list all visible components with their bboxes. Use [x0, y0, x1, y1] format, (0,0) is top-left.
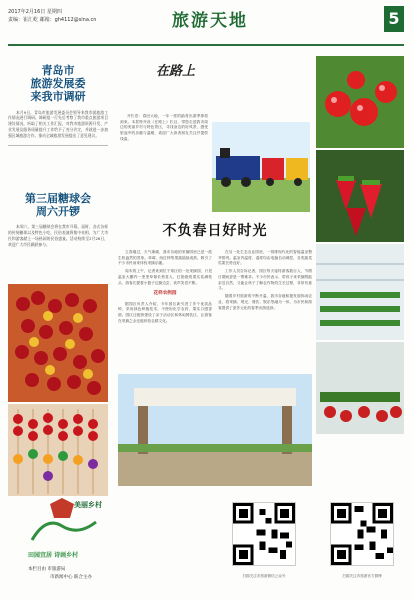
- article-tourism-committee: 本月9日，青岛市旅游发展委员会领导来我市就旅游工作情况进行调研。调研组一行先后考察了我市重点旅游项目建设情况，听取了相关工作汇报，对我市旅游资源开发、产业发展及服务质量提升工作给予了充分肯定，并就进一步加强区域旅游合作、推动全域旅游发展提出了意见建议。: [8, 109, 108, 139]
- footer-sponsor-1: 本栏目由 市旅游局: [28, 567, 66, 572]
- issue-date: 2017年2月16日 星期四: [8, 9, 62, 15]
- footer-slogan: 田园宜居 诗画乡村: [28, 552, 79, 559]
- divider: [8, 145, 108, 146]
- footer: [8, 494, 404, 594]
- photo-candied-haws-1: [8, 284, 108, 402]
- subhead-farm: 花样农例园: [153, 291, 177, 297]
- main-article-col2: 在另一处生态农业园里，一排排现代化的智能温室整齐排列。温室内温度、湿度均由电脑自动调控，各类蔬菜瓜果长势良好。 工作人员告诉记者，园区每天接待游客数百人，节假日期间更是一票难求。不少市民表示，带孩子来采摘既能亲近自然，又能让孩子了解农作物的生长过程，非常有意义。 随着乡村旅游的不断升温，我市各地积极发展休闲农业，将采摘、观光、餐饮、娱乐等融为一体，为市民和游客提供了更多元化的春季出游选择。: [218, 250, 312, 310]
- photo-candied-haws-2: [8, 404, 108, 496]
- qr-caption-weibo: 扫描关注市旅游官方微博: [342, 574, 382, 578]
- photo-tomatoes: [316, 56, 404, 148]
- qr-code-weibo[interactable]: [330, 502, 394, 566]
- masthead: [8, 6, 404, 46]
- headline-tourism-committee: 青岛市 旅游发展委 来我市调研: [30, 64, 86, 104]
- page-number: 5: [384, 6, 404, 32]
- main-article-col1: 立春刚过，天气渐暖，我市各地的采摘园里已是一派生机盎然的景象。草莓、西红柿等果蔬陆续成熟，吸引了不少市民前来体验采摘乐趣。 周末的上午，记者来到位于郊区的一处采摘园，只见温室大棚内一垄垄草莓长势喜人，红艳艳的果实挂满枝头，游客们提着小篮子边摘边尝，欢声笑语不断。 花样农例园 据园区负责人介绍，今年园区新引进了多个优质品种，采用绿色种植技术，不使用化学农药，果实口感香甜。园区还配套建设了亲子活动区和休闲餐饮区，让游客在采摘之余还能体验农耕文化。: [118, 250, 212, 323]
- photo-farm-gate: [118, 374, 312, 486]
- headline-candy-festival: 第三届糖球会 周六开锣: [25, 191, 91, 219]
- photo-greenhouse: [316, 244, 404, 340]
- column-intro: 开栏语：春回大地，一年一度的踏青出游季即将到来。本报特开设《在路上》栏目，带您走进我市周边的美丽乡村与特色景区，寻找身边的好风景，感受旅途中的乐趣与温暖，欢迎广大读者朋友关注并提供线索。: [120, 114, 208, 141]
- editor-line: 责编：崔汇屹 邮箱：gh4112@sina.cn: [8, 17, 97, 23]
- section-title: 旅游天地: [172, 11, 248, 31]
- feature-on-the-road: [116, 56, 312, 218]
- photo-strawberries: [316, 150, 404, 242]
- footer-sponsor-2: 市新闻中心 联合主办: [50, 575, 92, 580]
- photo-vegetable-greenhouse: [316, 342, 404, 434]
- column-logo-title: 在路上: [156, 64, 196, 79]
- qr-code-wechat[interactable]: [232, 502, 296, 566]
- photo-tourist-train: [212, 122, 310, 212]
- main-headline: 不负春日好时光: [162, 223, 268, 239]
- footer-logo-text: 美丽乡村: [74, 500, 102, 509]
- article-candy-festival: 本周六，第三届糖球会将在我市开幕。届时，各式各样的传统糖球以及特色小吃、民俗表演将集中亮相，为广大市民和游客献上一场热闹的民俗盛宴。活动持续至2月26日，欢迎广大市民踊跃参与。: [8, 224, 108, 247]
- qr-caption-wechat: 扫描关注市旅游微信公众号: [242, 574, 286, 578]
